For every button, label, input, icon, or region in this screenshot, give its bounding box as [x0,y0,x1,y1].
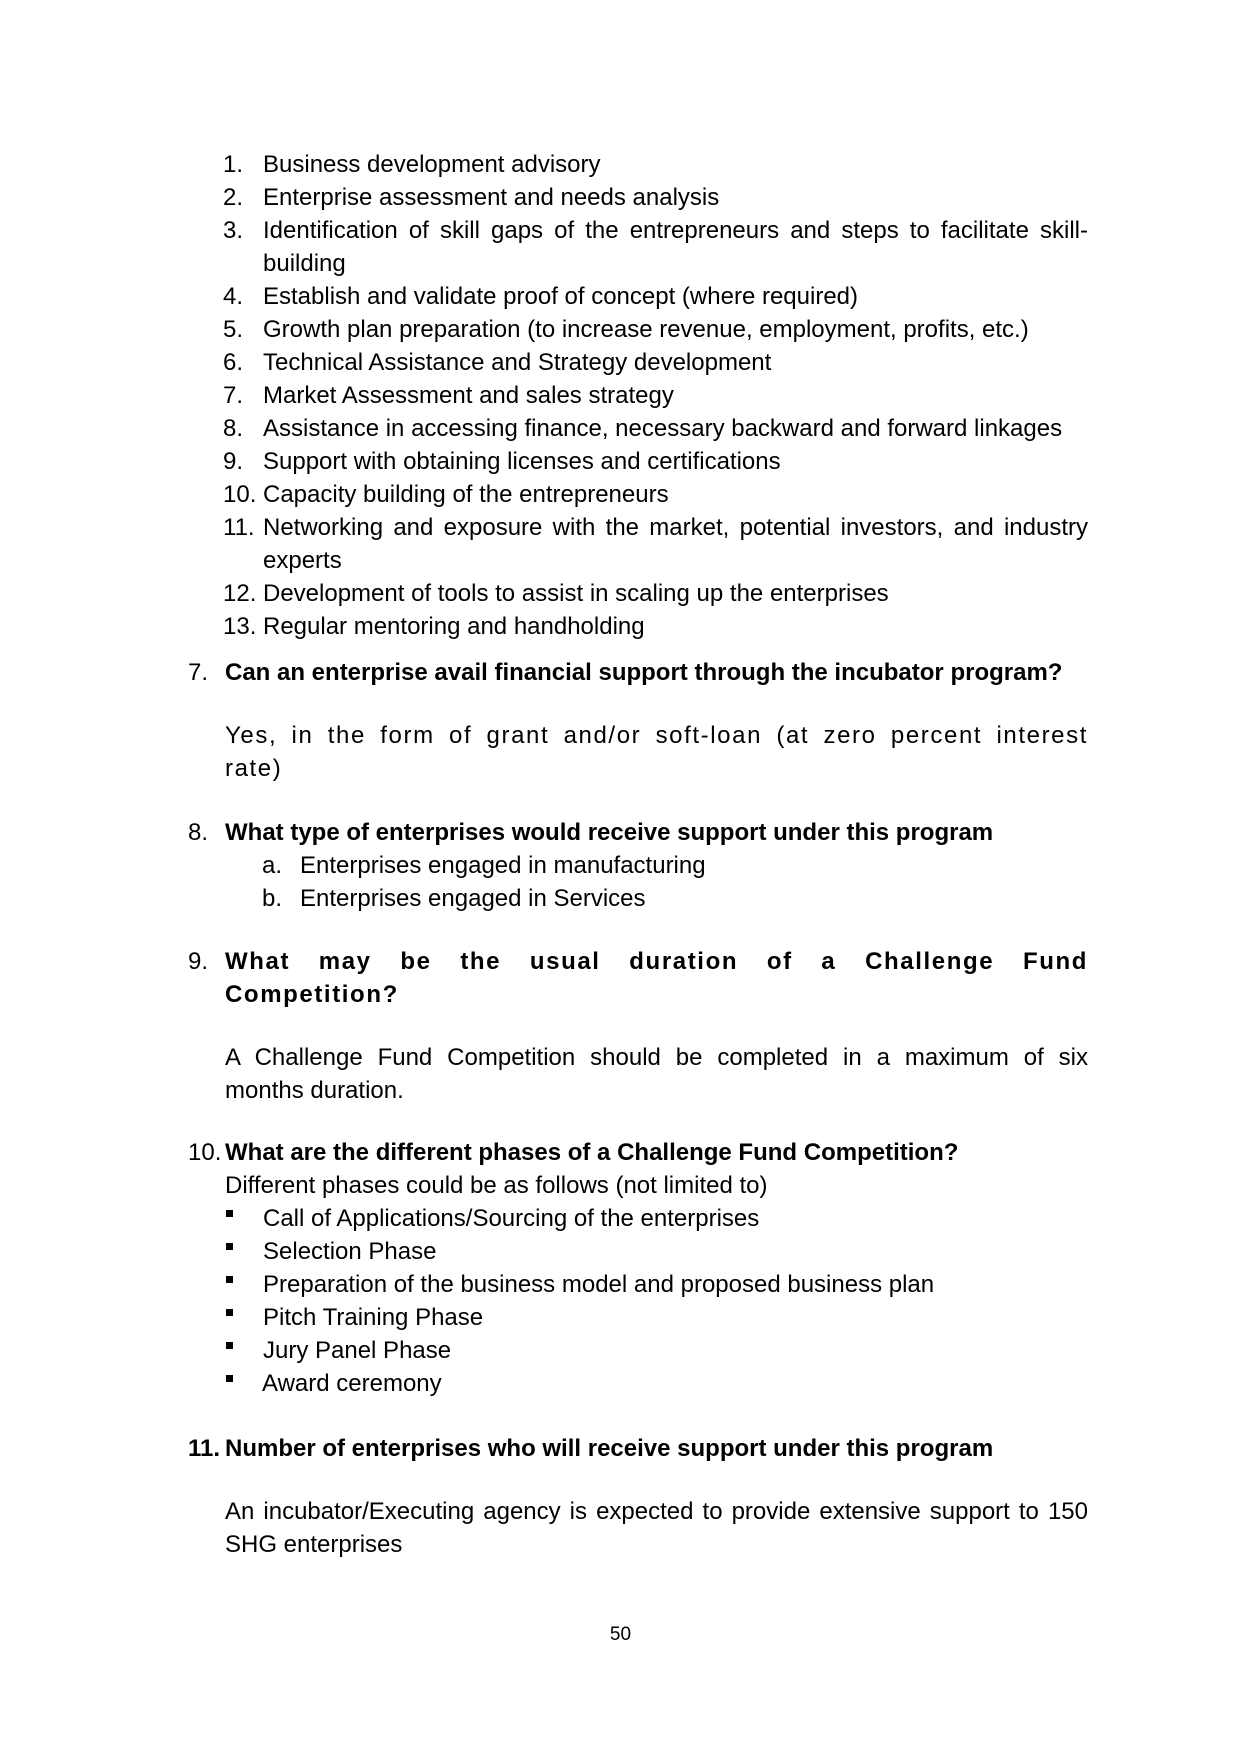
list-number: 6. [223,349,244,376]
list-item: Identification of skill gaps of the entrepreneurs and steps to facilitate skill- [263,217,1088,244]
sub-list-letter: b. [262,885,283,912]
answer-intro: Different phases could be as follows (not limited to) [225,1172,768,1199]
bullet-icon [226,1210,233,1217]
bullet-icon [226,1243,233,1250]
answer-text: Yes, in the form of grant and/or soft-loan (at zero percent interest [225,722,1088,749]
bullet-item: Selection Phase [263,1238,437,1265]
list-item: Business development advisory [263,151,601,178]
bullet-icon [226,1309,233,1316]
list-number: 2. [223,184,244,211]
question-heading: What may be the usual duration of a Challenge Fund [225,948,1088,975]
page-number: 50 [609,1624,632,1645]
bullet-item: Jury Panel Phase [263,1337,452,1364]
answer-text: An incubator/Executing agency is expected to provide extensive support to 150 [225,1498,1088,1525]
list-number: 10. [223,481,257,508]
question-heading: Number of enterprises who will receive support under this program [225,1435,994,1462]
bullet-item: Call of Applications/Sourcing of the enterprises [263,1205,760,1232]
bullet-item: Award ceremony [262,1370,442,1397]
list-item: Market Assessment and sales strategy [263,382,674,409]
list-number: 7. [223,382,244,409]
list-item: Regular mentoring and handholding [263,613,645,640]
list-item: Assistance in accessing finance, necessary backward and forward linkages [263,415,1063,442]
answer-text-continued: rate) [225,755,283,782]
list-number: 4. [223,283,244,310]
sub-list-item: Enterprises engaged in manufacturing [300,852,706,879]
list-number: 8. [223,415,244,442]
list-item: Development of tools to assist in scaling up the enterprises [263,580,889,607]
bullet-icon [226,1276,233,1283]
list-item: Networking and exposure with the market, potential investors, and industry [263,514,1088,541]
question-heading-continued: Competition? [225,981,399,1008]
list-number: 5. [223,316,244,343]
list-item: Growth plan preparation (to increase revenue, employment, profits, etc.) [263,316,1029,343]
question-number: 9. [188,948,209,975]
list-number: 9. [223,448,244,475]
list-number: 1. [223,151,244,178]
list-number: 11. [223,514,255,541]
bullet-item: Preparation of the business model and proposed business plan [263,1271,935,1298]
question-heading: What are the different phases of a Challenge Fund Competition? [225,1139,959,1166]
list-item: Establish and validate proof of concept (where required) [263,283,859,310]
question-number: 10. [188,1139,222,1166]
sub-list-item: Enterprises engaged in Services [300,885,646,912]
bullet-item: Pitch Training Phase [263,1304,484,1331]
list-number: 12. [223,580,257,607]
list-item-continued: building [263,250,346,277]
question-number: 11. [188,1435,221,1462]
question-number: 8. [188,819,209,846]
list-item: Technical Assistance and Strategy development [263,349,772,376]
list-item: Support with obtaining licenses and certifications [263,448,781,475]
sub-list-letter: a. [262,852,283,879]
answer-text: A Challenge Fund Competition should be completed in a maximum of six [225,1044,1088,1071]
list-number: 13. [223,613,257,640]
list-item: Capacity building of the entrepreneurs [263,481,669,508]
question-heading: Can an enterprise avail financial support through the incubator program? [225,659,1063,686]
question-number: 7. [188,659,209,686]
bullet-icon [226,1342,233,1349]
list-number: 3. [223,217,244,244]
bullet-icon [226,1375,233,1382]
answer-text-continued: months duration. [225,1077,404,1104]
answer-text-continued: SHG enterprises [225,1531,403,1558]
list-item-continued: experts [263,547,342,574]
question-heading: What type of enterprises would receive support under this program [225,819,994,846]
list-item: Enterprise assessment and needs analysis [263,184,720,211]
